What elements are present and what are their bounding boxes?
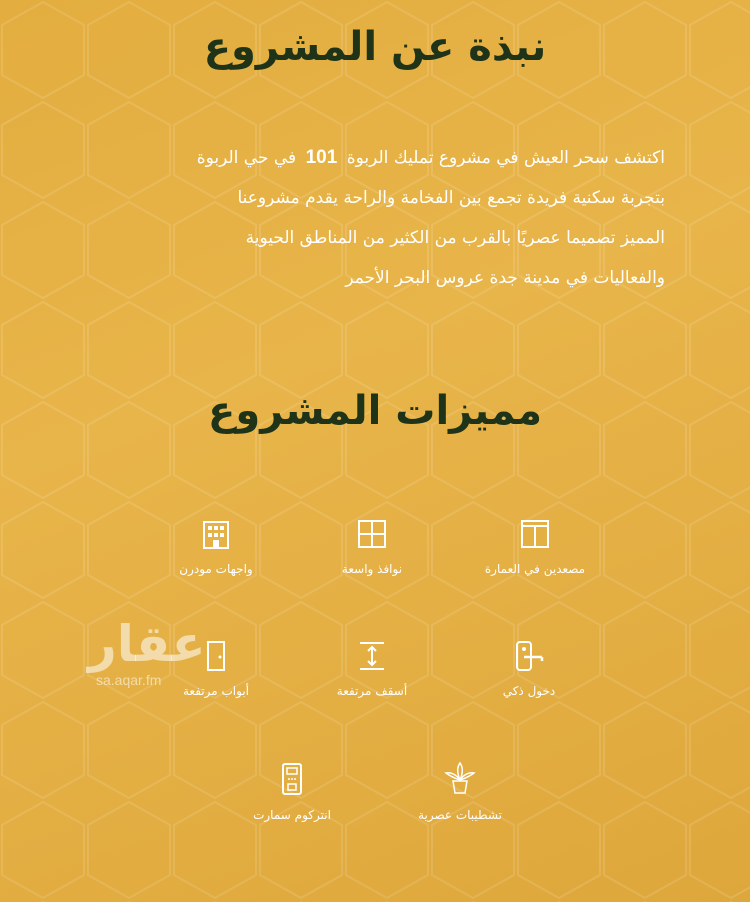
feature-label: انتركوم سمارت xyxy=(253,808,331,822)
feature-label: أبواب مرتفعة xyxy=(183,684,249,698)
watermark-logo: عقار xyxy=(88,615,206,673)
feature-high-ceilings xyxy=(292,640,452,698)
intercom-icon xyxy=(276,762,308,796)
feature-label: مصعدين في العمارة xyxy=(484,562,586,576)
elevator-icon xyxy=(519,518,551,550)
about-line-1-start: اكتشف سحر العيش في مشروع تمليك الربوة xyxy=(346,148,665,168)
about-line-3: المميز تصميما عصريًا بالقرب من الكثير من المناطق الحيوية xyxy=(245,228,665,248)
aqar-watermark xyxy=(88,616,248,688)
feature-windows xyxy=(292,518,452,576)
features-title: مميزات المشروع xyxy=(208,388,542,434)
feature-label: أسقف مرتفعة xyxy=(336,684,408,698)
window-icon xyxy=(356,518,388,550)
feature-facades xyxy=(136,518,296,576)
about-paragraph xyxy=(85,138,665,298)
building-facade-icon xyxy=(200,518,232,550)
feature-modern-finishes xyxy=(380,760,540,822)
feature-smart-intercom xyxy=(212,762,372,822)
about-title: نبذة عن المشروع xyxy=(203,24,547,70)
ceiling-height-icon xyxy=(356,640,388,672)
feature-label: نوافذ واسعة xyxy=(341,562,403,576)
feature-smart-entry xyxy=(449,640,609,698)
plant-vase-icon xyxy=(442,760,478,796)
feature-label: دخول ذكي xyxy=(502,684,556,698)
about-line-4: والفعاليات في مدينة جدة عروس البحر الأحمر xyxy=(345,268,665,288)
project-number: 101 xyxy=(305,147,338,168)
smart-lock-icon xyxy=(512,640,546,672)
about-line-1 xyxy=(85,138,665,178)
about-line-1-end: في حي الربوة xyxy=(196,148,297,168)
feature-label: تشطيبات عصرية xyxy=(418,808,502,822)
watermark-site: sa.aqar.fm xyxy=(96,672,162,688)
about-line-2: بتجربة سكنية فريدة تجمع بين الفخامة والراحة يقدم مشروعنا xyxy=(237,188,665,208)
feature-label: واجهات مودرن xyxy=(179,562,253,576)
feature-elevators xyxy=(455,518,615,576)
